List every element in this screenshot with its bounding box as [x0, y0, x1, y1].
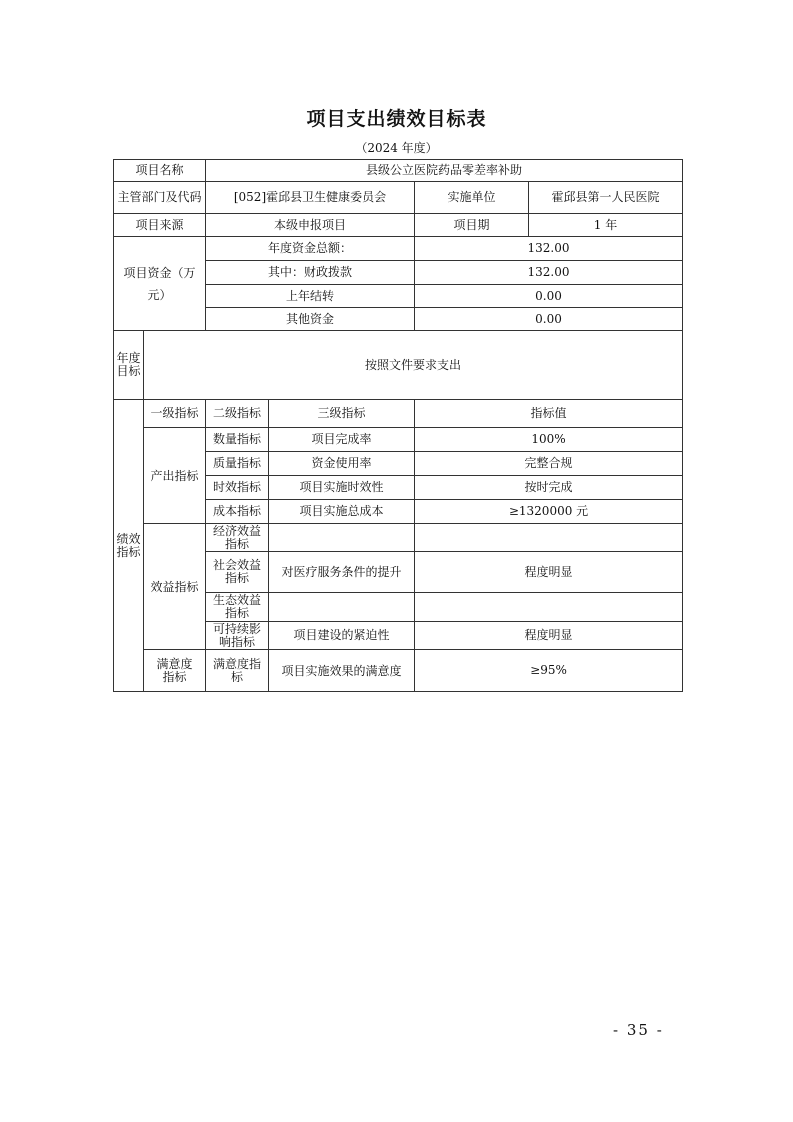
- benefit-l2: 经济效益指标: [206, 524, 269, 552]
- page-number: - 35 -: [613, 1021, 664, 1039]
- satisfaction-value: ≥95%: [415, 650, 683, 692]
- output-l3: 项目实施时效性: [269, 476, 415, 500]
- output-value: 100%: [415, 428, 683, 452]
- project-name-label: 项目名称: [114, 160, 206, 182]
- funds-label: 项目资金（万元）: [114, 237, 206, 331]
- funds-carryover-value: 0.00: [415, 285, 683, 308]
- table-row: [114, 650, 683, 692]
- dept-label: 主管部门及代码: [114, 182, 206, 214]
- output-l2: 成本指标: [206, 500, 269, 524]
- period-value: 1 年: [529, 214, 683, 237]
- source-label: 项目来源: [114, 214, 206, 237]
- output-value: 按时完成: [415, 476, 683, 500]
- benefit-value: [415, 593, 683, 622]
- unit-value: 霍邱县第一人民医院: [529, 182, 683, 214]
- benefit-l2: 生态效益指标: [206, 593, 269, 622]
- funds-total-label: 年度资金总额：: [206, 237, 415, 261]
- output-value: 完整合规: [415, 452, 683, 476]
- annual-goal-value: 按照文件要求支出: [144, 331, 683, 400]
- benefit-l3: 对医疗服务条件的提升: [269, 552, 415, 593]
- benefit-l2: 可持续影响指标: [206, 622, 269, 650]
- table-row: [114, 400, 683, 428]
- table-row: [114, 182, 683, 214]
- output-l2: 数量指标: [206, 428, 269, 452]
- benefit-value: 程度明显: [415, 622, 683, 650]
- page-title: 项目支出绩效目标表: [306, 108, 487, 130]
- table-row: [114, 428, 683, 452]
- table-row: [114, 160, 683, 182]
- table-row: [114, 331, 683, 400]
- header-value: 指标值: [415, 400, 683, 428]
- output-l2: 时效指标: [206, 476, 269, 500]
- table-row: [114, 214, 683, 237]
- funds-carryover-label: 上年结转: [206, 285, 415, 308]
- project-name-value: 县级公立医院药品零差率补助: [206, 160, 683, 182]
- output-l3: 资金使用率: [269, 452, 415, 476]
- funds-other-value: 0.00: [415, 308, 683, 331]
- funds-total-value: 132.00: [415, 237, 683, 261]
- output-l3: 项目完成率: [269, 428, 415, 452]
- funds-fiscal-value: 132.00: [415, 261, 683, 285]
- header-level1: 一级指标: [144, 400, 206, 428]
- header-level3: 三级指标: [269, 400, 415, 428]
- output-value: ≥1320000 元: [415, 500, 683, 524]
- annual-goal-label: 年度目标: [114, 331, 144, 400]
- perf-indicator-label: 绩效指标: [114, 400, 144, 692]
- benefit-l3: [269, 524, 415, 552]
- benefit-value: [415, 524, 683, 552]
- benefit-l3: 项目建设的紧迫性: [269, 622, 415, 650]
- output-l3: 项目实施总成本: [269, 500, 415, 524]
- funds-fiscal-label: 其中：财政拨款: [206, 261, 415, 285]
- benefit-l3: [269, 593, 415, 622]
- table-row: [114, 524, 683, 552]
- satisfaction-indicator-label: 满意度指标: [144, 650, 206, 692]
- header-level2: 二级指标: [206, 400, 269, 428]
- source-value: 本级申报项目: [206, 214, 415, 237]
- output-indicator-label: 产出指标: [144, 428, 206, 524]
- performance-table: [113, 159, 683, 692]
- output-l2: 质量指标: [206, 452, 269, 476]
- dept-value: [052]霍邱县卫生健康委员会: [206, 182, 415, 214]
- year-subtitle: （2024 年度）: [355, 141, 438, 155]
- benefit-value: 程度明显: [415, 552, 683, 593]
- benefit-l2: 社会效益指标: [206, 552, 269, 593]
- period-label: 项目期: [415, 214, 529, 237]
- table-row: [114, 237, 683, 261]
- benefit-indicator-label: 效益指标: [144, 524, 206, 650]
- satisfaction-l3: 项目实施效果的满意度: [269, 650, 415, 692]
- funds-other-label: 其他资金: [206, 308, 415, 331]
- satisfaction-l2: 满意度指标: [206, 650, 269, 692]
- unit-label: 实施单位: [415, 182, 529, 214]
